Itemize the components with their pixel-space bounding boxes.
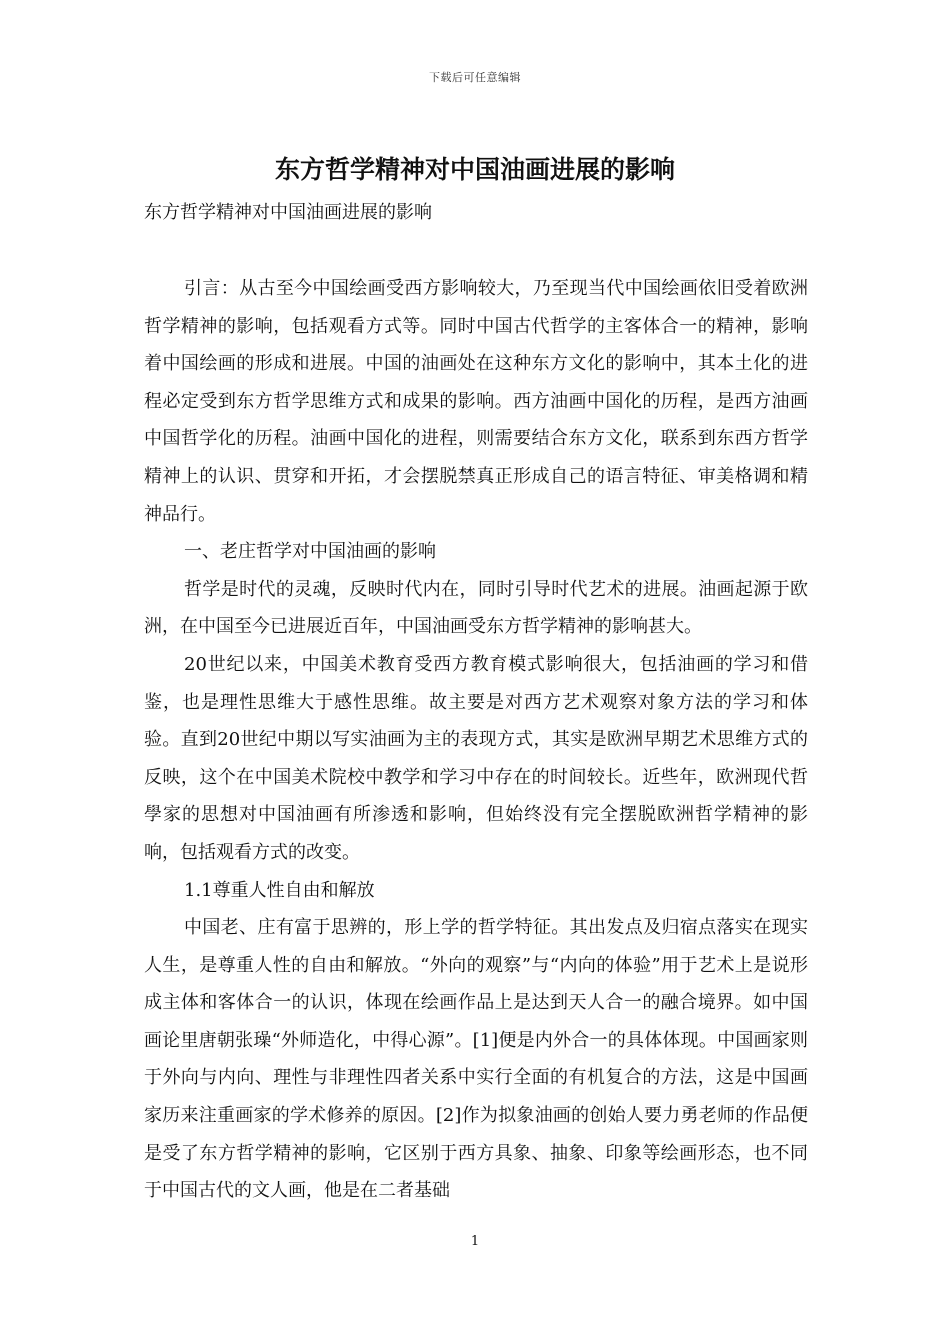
document-body — [144, 270, 808, 1210]
section-heading-1: 一、老庄哲学对中国油画的影响 — [184, 541, 436, 563]
page-number: 1 — [470, 1234, 480, 1249]
header-note: 下载后可任意编辑 — [429, 71, 521, 84]
paragraph: 哲学是时代的灵魂，反映时代内在，同时引导时代艺术的进展。油画起源于欧洲，在中国至今已进展近百年，中国油画受东方哲学精神的影响甚大。 — [144, 578, 808, 638]
document-title: 东方哲学精神对中国油画进展的影响 — [274, 155, 675, 184]
paragraph-introduction: 引言：从古至今中国绘画受西方影响较大，乃至现当代中国绘画依旧受着欧洲哲学精神的影响，包括观看方式等。同时中国古代哲学的主客体合一的精神，影响着中国绘画的形成和进展。中国的油画处在这种东方文化的影响中，其本土化的进程必定受到东方哲学思维方式和成果的影响。西方油画中国化的历程，是西方油画中国哲学化的历程。油画中国化的进程，则需要结合东方文化，联系到东西方哲学精神上的认识、贯穿和开拓，才会摆脱禁真正形成自己的语言特征、审美格调和精神品行。 — [144, 278, 808, 525]
section-heading-1-1: 1.1尊重人性自由和解放 — [184, 879, 375, 901]
paragraph: 20世纪以来，中国美术教育受西方教育模式影响很大，包括油画的学习和借鉴，也是理性思维大于感性思维。故主要是对西方艺术观察对象方法的学习和体验。直到20世纪中期以写实油画为主的表现方式，其实是欧洲早期艺术思维方式的反映，这个在中国美术院校中教学和学习中存在的时间较长。近些年，欧洲现代哲學家的思想对中国油画有所渗透和影响，但始终没有完全摆脱欧洲哲学精神的影响，包括观看方式的改变。 — [144, 653, 808, 863]
paragraph: 中国老、庄有富于思辨的，形上学的哲学特征。其出发点及归宿点落实在现实人生，是尊重人性的自由和解放。“外向的观察”与“内向的体验”用于艺术上是说形成主体和客体合一的认识，体现在绘画作品上是达到天人合一的融合境界。如中国画论里唐朝张璪“外师造化，中得心源”。[1]便是内外合一的具体体现。中国画家则于外向与内向、理性与非理性四者关系中实行全面的有机复合的方法，这是中国画家历来注重画家的学术修养的原因。[2]作为拟象油画的创始人要力勇老师的作品便是受了东方哲学精神的影响，它区别于西方具象、抽象、印象等绘画形态，也不同于中国古代的文人画，他是在二者基础 — [144, 917, 808, 1202]
document-subtitle: 东方哲学精神对中国油画进展的影响 — [144, 202, 432, 223]
